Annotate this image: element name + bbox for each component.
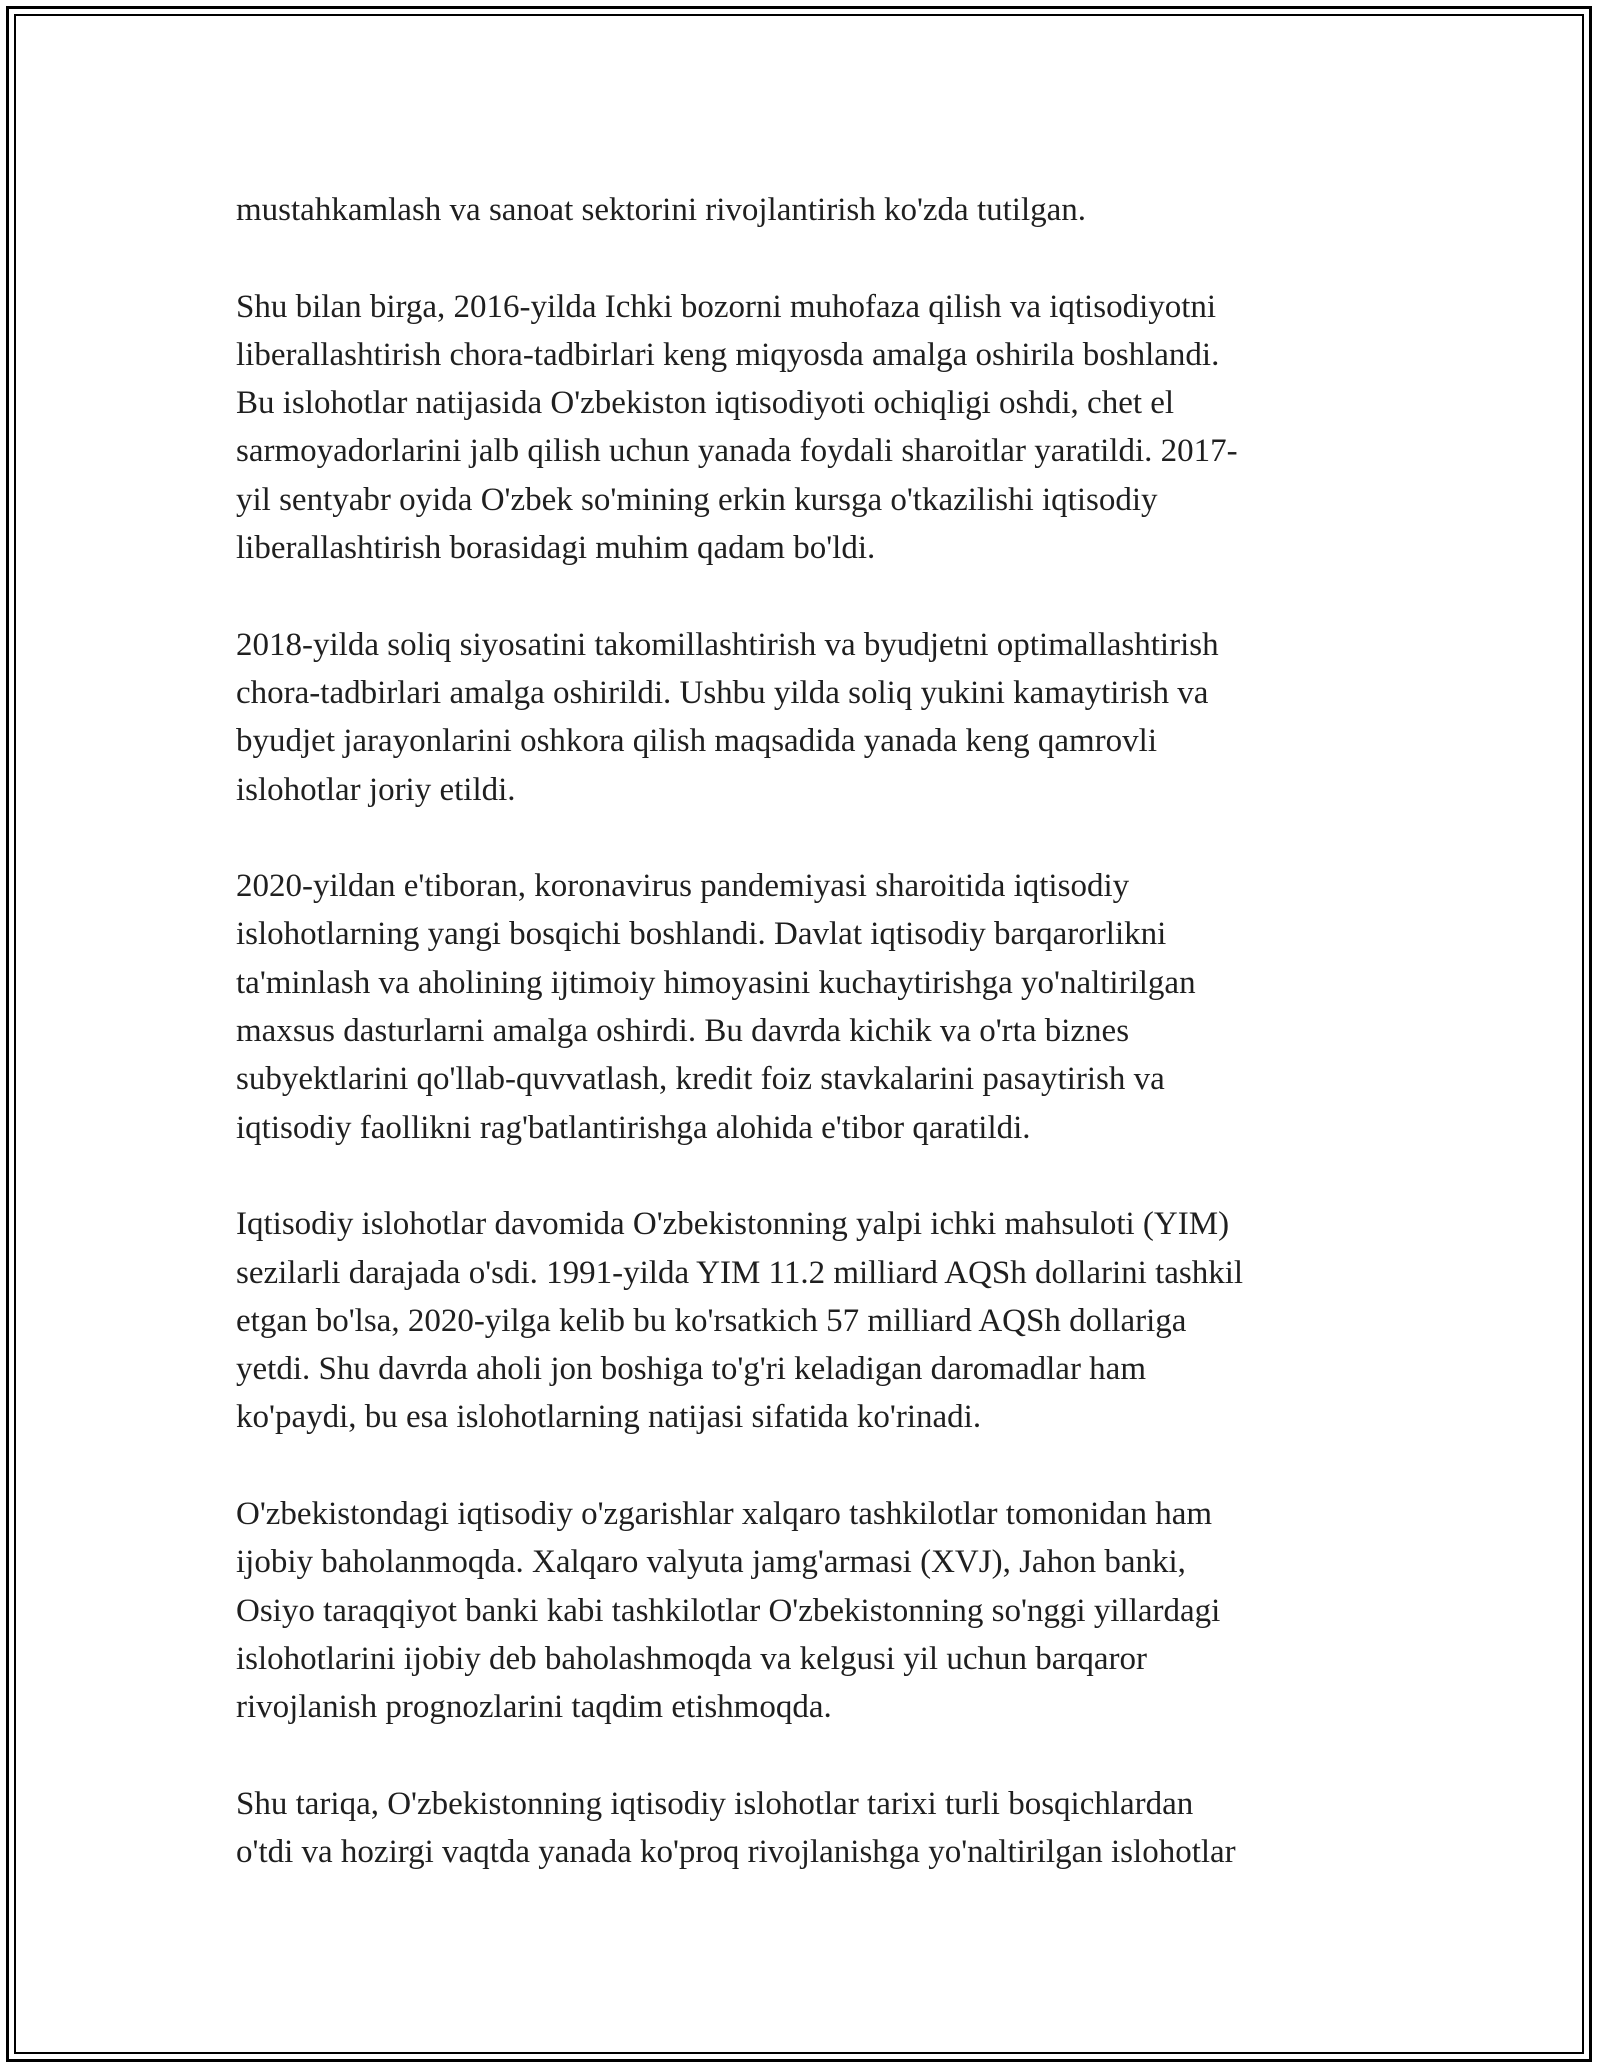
text-line: chora-tadbirlari amalga oshirildi. Ushbu yilda soliq yukini kamaytirish va [236, 674, 1209, 711]
text-line: mustahkamlash va sanoat sektorini rivojlantirish ko'zda tutilgan. [236, 192, 1087, 228]
text-line: sarmoyadorlarini jalb qilish uchun yanada foydali sharoitlar yaratildi. 2017- [236, 433, 1238, 470]
text-line: ijobiy baholanmoqda. Xalqaro valyuta jamg'armasi (XVJ), Jahon banki, [236, 1544, 1186, 1581]
text-line: ko'paydi, bu esa islohotlarning natijasi sifatida ko'rinadi. [236, 1399, 982, 1436]
paragraph [236, 621, 1396, 814]
text-line: islohotlarning yangi bosqichi boshlandi. Davlat iqtisodiy barqarorlikni [236, 916, 1167, 953]
paragraph [236, 1490, 1396, 1731]
text-line: subyektlarini qo'llab-quvvatlash, kredit foiz stavkalarini pasaytirish va [236, 1061, 1165, 1098]
text-line: Iqtisodiy islohotlar davomida O'zbekistonning yalpi ichki mahsuloti (YIM) [236, 1206, 1230, 1243]
text-line: yil sentyabr oyida O'zbek so'mining erkin kursga o'tkazilishi iqtisodiy [236, 481, 1158, 518]
text-line: Shu bilan birga, 2016-yilda Ichki bozorni muhofaza qilish va iqtisodiyotni [236, 288, 1217, 325]
paragraph [236, 186, 1396, 234]
text-line: o'tdi va hozirgi vaqtda yanada ko'proq rivojlanishga yo'naltirilgan islohotlar [236, 1834, 1236, 1871]
paragraph [236, 1200, 1396, 1441]
text-line: Osiyo taraqqiyot banki kabi tashkilotlar O'zbekistonning so'nggi yillardagi [236, 1592, 1221, 1629]
text-line: O'zbekistondagi iqtisodiy o'zgarishlar xalqaro tashkilotlar tomonidan ham [236, 1496, 1213, 1533]
text-line: 2020-yildan e'tiboran, koronavirus pandemiyasi sharoitida iqtisodiy [236, 868, 1130, 905]
text-line: Bu islohotlar natijasida O'zbekiston iqtisodiyoti ochiqligi oshdi, chet el [236, 385, 1175, 422]
text-line: Shu tariqa, O'zbekistonning iqtisodiy islohotlar tarixi turli bosqichlardan [236, 1785, 1194, 1822]
text-line: maxsus dasturlarni amalga oshirdi. Bu davrda kichik va o'rta biznes [236, 1013, 1130, 1050]
text-line: islohotlar joriy etildi. [236, 771, 516, 808]
paragraph [236, 862, 1396, 1152]
text-line: byudjet jarayonlarini oshkora qilish maqsadida yanada keng qamrovli [236, 723, 1158, 760]
paragraph [236, 283, 1396, 573]
text-line: 2018-yilda soliq siyosatini takomillashtirish va byudjetni optimallashtirish [236, 626, 1219, 663]
text-line: sezilarli darajada o'sdi. 1991-yilda YIM 11.2 milliard AQSh dollarini tashkil [236, 1254, 1244, 1291]
text-line: liberallashtirish borasidagi muhim qadam bo'ldi. [236, 530, 876, 567]
text-line: yetdi. Shu davrda aholi jon boshiga to'g'ri keladigan daromadlar ham [236, 1351, 1146, 1388]
document-body [236, 186, 1396, 1925]
text-line: islohotlarini ijobiy deb baholashmoqda va kelgusi yil uchun barqaror [236, 1640, 1147, 1677]
text-line: etgan bo'lsa, 2020-yilga kelib bu ko'rsatkich 57 milliard AQSh dollariga [236, 1302, 1187, 1339]
text-line: rivojlanish prognozlarini taqdim etishmoqda. [236, 1689, 832, 1726]
text-line: ta'minlash va aholining ijtimoiy himoyasini kuchaytirishga yo'naltirilgan [236, 964, 1196, 1001]
paragraph [236, 1780, 1396, 1877]
text-line: iqtisodiy faollikni rag'batlantirishga alohida e'tibor qaratildi. [236, 1109, 1031, 1146]
text-line: liberallashtirish chora-tadbirlari keng miqyosda amalga oshirila boshlandi. [236, 336, 1220, 373]
